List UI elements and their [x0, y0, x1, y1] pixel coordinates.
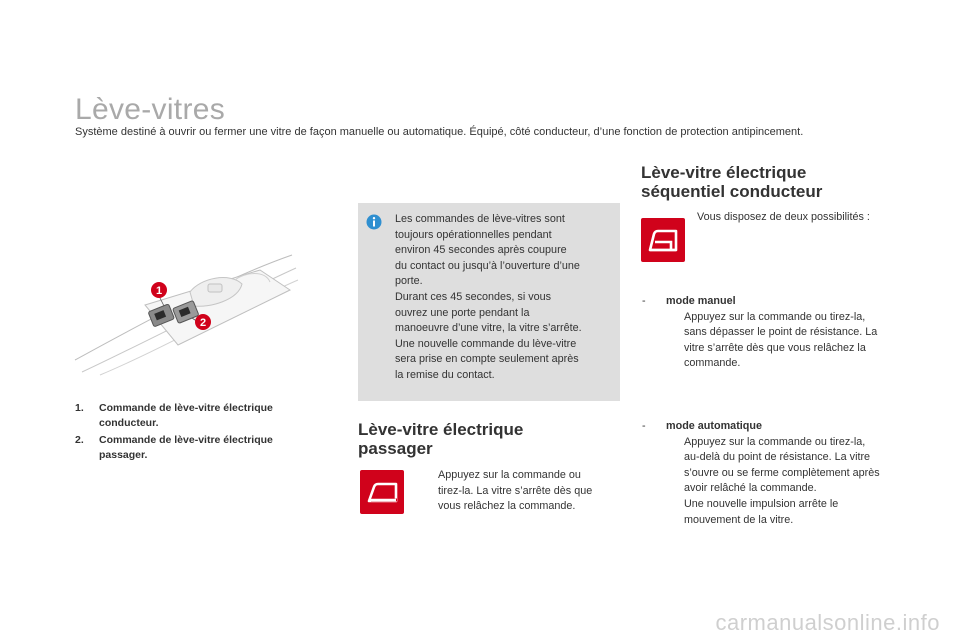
passager-instructions: Appuyez sur la commande ou tirez-la. La vitre s’arrête dès que vous relâchez la commande. [438, 469, 593, 513]
svg-text:1: 1 [155, 285, 163, 297]
sequentiel-heading: Lève-vitre électrique séquentiel conducteur [641, 163, 823, 201]
sequentiel-intro: Vous disposez de deux possibilités : [697, 211, 870, 223]
callout-1 [151, 282, 167, 298]
info-icon [366, 214, 382, 230]
mode-manuel: - mode manuel Appuyez sur la commande ou tirez-la, sans dépasser le point de résistance. La vitre s’arrête dès que vous relâchez la commande. [642, 295, 878, 370]
legend-item-1: 1. Commande de lève-vitre électrique conducteur. [75, 402, 273, 429]
page-subtitle: Système destiné à ouvrir ou fermer une vitre de façon manuelle ou automatique. Équipé, côté conducteur, d’une fonction de protection antipincement. [75, 126, 804, 138]
passager-switch-icon [360, 470, 404, 514]
svg-text:2: 2 [199, 317, 207, 329]
page-title: Lève-vitres [75, 93, 226, 126]
sequentiel-switch-icon [641, 218, 685, 262]
passager-heading: Lève-vitre électrique passager [358, 420, 524, 458]
info-text: Les commandes de lève-vitres sont toujours opérationnelles pendant environ 45 secondes après coupure du contact ou jusqu’à l’ouverture d’une porte. Durant ces 45 secondes, si vous ouvrez une porte pendant la manoeuvre d’une vitre, la vitre s’arrête. Une nouvelle commande du lève-vitre sera prise en compte seulement après la remise du contact. [395, 213, 582, 381]
mode-automatique: - mode automatique Appuyez sur la commande ou tirez-la, au-delà du point de résistance. La vitre s’ouvre ou se ferme complètement après avoir relâché la commande. Une nouvelle impulsion arrête le mouvement de la vitre. [642, 420, 880, 526]
window-switch-illustration [70, 250, 300, 390]
watermark: carmanualsonline.info [715, 610, 940, 635]
legend-item-2: 2. Commande de lève-vitre électrique passager. [75, 434, 273, 461]
callout-2 [195, 314, 211, 330]
